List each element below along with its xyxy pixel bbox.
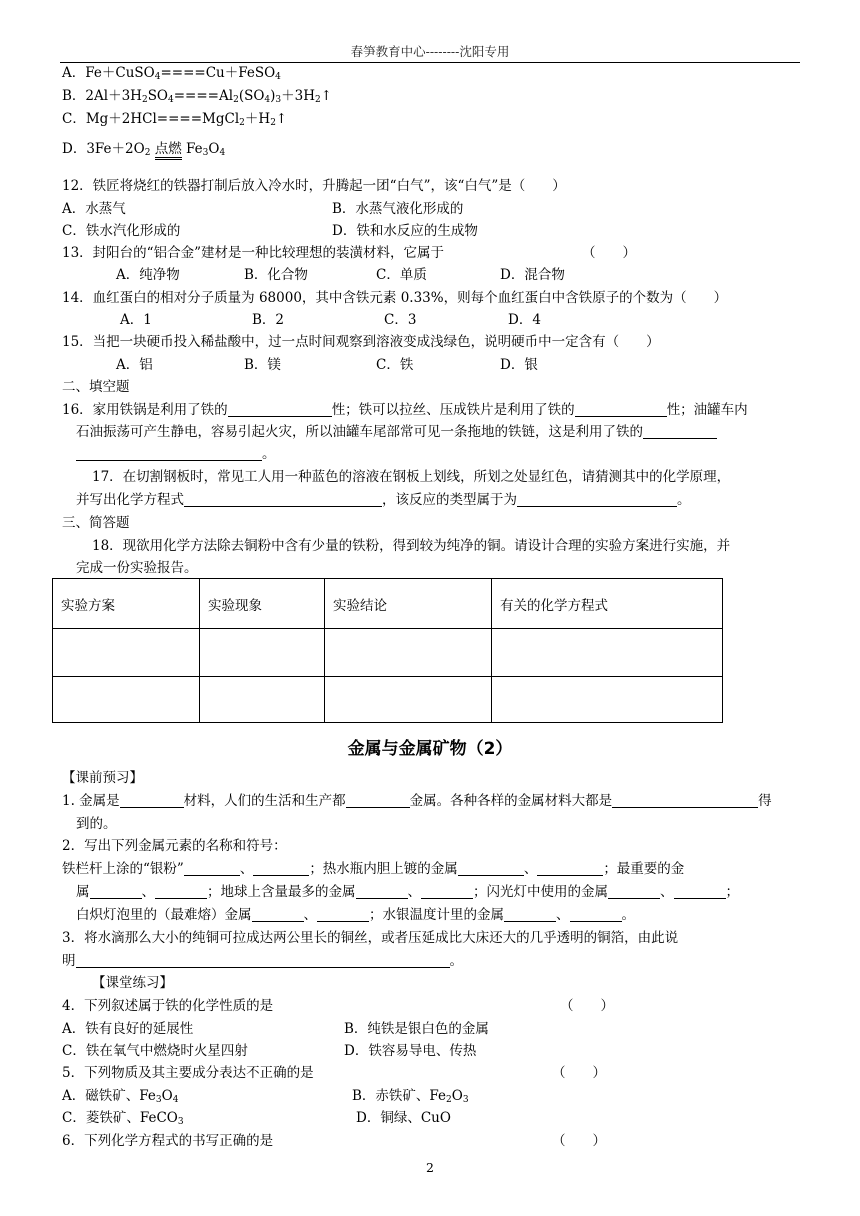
preview-q2-blank[interactable] (155, 884, 207, 899)
q17-reaction-type-blank[interactable] (517, 492, 677, 507)
q13-option-a: A．纯净物 (116, 267, 180, 283)
q16-line-2: 石油振荡可产生静电，容易引起火灾，所以油罐车尾部常可见一条拖地的铁链，这是利用了铁的 (76, 422, 717, 442)
table-header-cell: 有关的化学方程式 (492, 579, 723, 629)
table-cell[interactable] (200, 677, 325, 723)
q14-option-c: C．3 (384, 312, 417, 328)
preview-q2-blank[interactable] (504, 907, 556, 922)
ignite-condition: 点燃 (155, 142, 182, 160)
q16-line-1: 16．家用铁锅是利用了铁的 性；铁可以拉丝、压成铁片是利用了铁的 性；油罐车内 (62, 402, 748, 418)
preview-q3-line-2: 明 。 (62, 953, 463, 969)
table-cell[interactable] (325, 677, 492, 723)
q15-option-c: C．铁 (376, 357, 414, 373)
q16-blank-3[interactable] (643, 424, 717, 439)
q15-option-a: A．铝 (116, 357, 153, 373)
table-header-cell: 实验结论 (325, 579, 492, 629)
section-fill-in-heading: 二、填空题 (62, 379, 130, 395)
q13-option-b: B．化合物 (244, 267, 308, 283)
experiment-report-table (52, 578, 723, 723)
preview-q2-blank[interactable] (674, 884, 726, 899)
q16-line-3: 。 (76, 444, 276, 464)
preview-q2-blank[interactable] (317, 907, 369, 922)
q18-line-2: 完成一份实验报告。 (76, 560, 198, 576)
q12-stem: 12．铁匠将烧红的铁器打制后放入冷水时，升腾起一团“白气”，该“白气”是（ ） (62, 178, 566, 194)
page-number: 2 (426, 1160, 434, 1175)
q12-option-c: C．铁水汽化形成的 (62, 223, 181, 239)
preview-q1-blank-2[interactable] (346, 793, 410, 808)
practice-heading: 【课堂练习】 (92, 975, 173, 991)
preview-q3-line-1: 3．将水滴那么大小的纯铜可拉成达两公里长的铜丝，或者压延成比大床还大的几乎透明的铜箔，由此说 (62, 930, 679, 946)
table-cell[interactable] (492, 677, 723, 723)
q6-answer-paren: （ ） (552, 1133, 606, 1149)
preview-q2-blank[interactable] (421, 884, 473, 899)
q13-stem: 13．封阳台的“铝合金”建材是一种比较理想的装潢材料，它属于 (62, 245, 444, 261)
q15-option-b: B．镁 (244, 357, 281, 373)
preview-q2-blank[interactable] (537, 861, 603, 876)
q14-option-b: B．2 (252, 312, 285, 328)
q15-stem: 15．当把一块硬币投入稀盐酸中，过一点时间观察到溶液变成浅绿色，说明硬币中一定含有（ ） (62, 334, 660, 350)
q5-stem: 5．下列物质及其主要成分表达不正确的是 (62, 1065, 314, 1081)
table-header-row (53, 579, 723, 629)
q11-option-a: A．Fe＋CuSO$_4$====Cu＋FeSO$_4$ (62, 65, 281, 82)
preview-q1-blank-3[interactable] (612, 793, 758, 808)
q4-stem: 4．下列叙述属于铁的化学性质的是 (62, 998, 274, 1014)
preview-q2-blank[interactable] (184, 861, 240, 876)
preview-q1-line-2: 到的。 (76, 816, 117, 832)
table-cell[interactable] (53, 629, 200, 677)
table-header-cell: 实验现象 (200, 579, 325, 629)
q17-equation-blank[interactable] (184, 492, 382, 507)
q5-answer-paren: （ ） (552, 1065, 606, 1081)
q18-line-1: 18．现欲用化学方法除去铜粉中含有少量的铁粉，得到较为纯净的铜。请设计合理的实验方案进行实施，并 (92, 538, 731, 554)
table-cell[interactable] (53, 677, 200, 723)
q6-stem: 6．下列化学方程式的书写正确的是 (62, 1133, 274, 1149)
q4-answer-paren: （ ） (560, 998, 614, 1014)
q16-blank-4[interactable] (76, 446, 262, 461)
preview-q2-blank[interactable] (90, 884, 142, 899)
q16-blank-1[interactable] (228, 402, 332, 417)
q5-option-d: D．铜绿、CuO (356, 1110, 451, 1126)
preview-heading: 【课前预习】 (62, 770, 143, 786)
q11-option-d: D．$3Fe+2O_2$ 点燃 $Fe_3O_4$ (62, 141, 226, 158)
preview-q2-blank[interactable] (608, 884, 660, 899)
table-header-cell: 实验方案 (53, 579, 200, 629)
section-title: 金属与金属矿物（2） (347, 739, 513, 759)
q17-line-2: 并写出化学方程式 ，该反应的类型属于为 。 (76, 492, 691, 508)
section-short-answer-heading: 三、简答题 (62, 515, 130, 531)
preview-q2-line-1: 铁栏杆上涂的“银粉” 、 ；热水瓶内胆上镀的金属 、 ；最重要的金 (62, 861, 685, 877)
q17-line-1: 17．在切割钢板时，常见工人用一种蓝色的溶液在钢板上划线，所划之处显红色，请猜测其中的化学原理， (92, 469, 731, 485)
preview-q2-line-2: 属 、 ；地球上含量最多的金属 、 ；闪光灯中使用的金属 、 ； (76, 884, 739, 900)
q4-option-c: C．铁在氧气中燃烧时火星四射 (62, 1043, 248, 1059)
preview-q1-blank-1[interactable] (120, 793, 184, 808)
q14-option-d: D．4 (508, 312, 541, 328)
preview-q2-blank[interactable] (458, 861, 524, 876)
table-row (53, 629, 723, 677)
q13-answer-paren: （ ） (582, 245, 636, 261)
page-header: 春笋教育中心--------沈阳专用 (60, 42, 800, 63)
preview-q2-line-3: 白炽灯泡里的（最难熔）金属 、 ；水银温度计里的金属 、 。 (76, 907, 635, 923)
q12-option-d: D．铁和水反应的生成物 (332, 223, 478, 239)
preview-q3-blank[interactable] (76, 953, 450, 968)
q12-option-b: B．水蒸气液化形成的 (332, 201, 464, 217)
q4-option-d: D．铁容易导电、传热 (344, 1043, 477, 1059)
preview-q2-stem: 2．写出下列金属元素的名称和符号： (62, 838, 287, 854)
table-cell[interactable] (492, 629, 723, 677)
preview-q2-blank[interactable] (570, 907, 622, 922)
q12-option-a: A．水蒸气 (62, 201, 126, 217)
table-cell[interactable] (325, 629, 492, 677)
q11-option-b: B．$2Al+3H_2SO_4====Al_2(SO_4)_3+3H_2↑$ (62, 88, 333, 105)
q5-option-c: C．菱铁矿、FeCO$_3$ (62, 1110, 184, 1127)
preview-q1-line-1: 1. 金属是 材料，人们的生活和生产都 金属。各种各样的金属材料大都是 得 (62, 793, 772, 809)
q14-stem: 14．血红蛋白的相对分子质量为 68000，其中含铁元素 0.33%，则每个血红蛋白中含铁原子的个数为（ ） (62, 290, 728, 306)
q14-option-a: A．1 (120, 312, 152, 328)
preview-q2-blank[interactable] (252, 907, 304, 922)
table-cell[interactable] (200, 629, 325, 677)
q13-option-d: D．混合物 (500, 267, 565, 283)
q5-option-a: A．磁铁矿、$Fe_3O_4$ (62, 1088, 179, 1105)
table-row (53, 677, 723, 723)
preview-q2-blank[interactable] (356, 884, 408, 899)
preview-q2-blank[interactable] (253, 861, 309, 876)
q4-option-a: A．铁有良好的延展性 (62, 1021, 194, 1037)
q11-option-c: C．$Mg+2HCl====MgCl_2+H_2↑$ (62, 111, 288, 128)
q13-option-c: C．单质 (376, 267, 427, 283)
q4-option-b: B．纯铁是银白色的金属 (344, 1021, 489, 1037)
q16-blank-2[interactable] (575, 402, 667, 417)
q15-option-d: D．银 (500, 357, 538, 373)
q5-option-b: B．赤铁矿、$Fe_2O_3$ (352, 1088, 469, 1105)
